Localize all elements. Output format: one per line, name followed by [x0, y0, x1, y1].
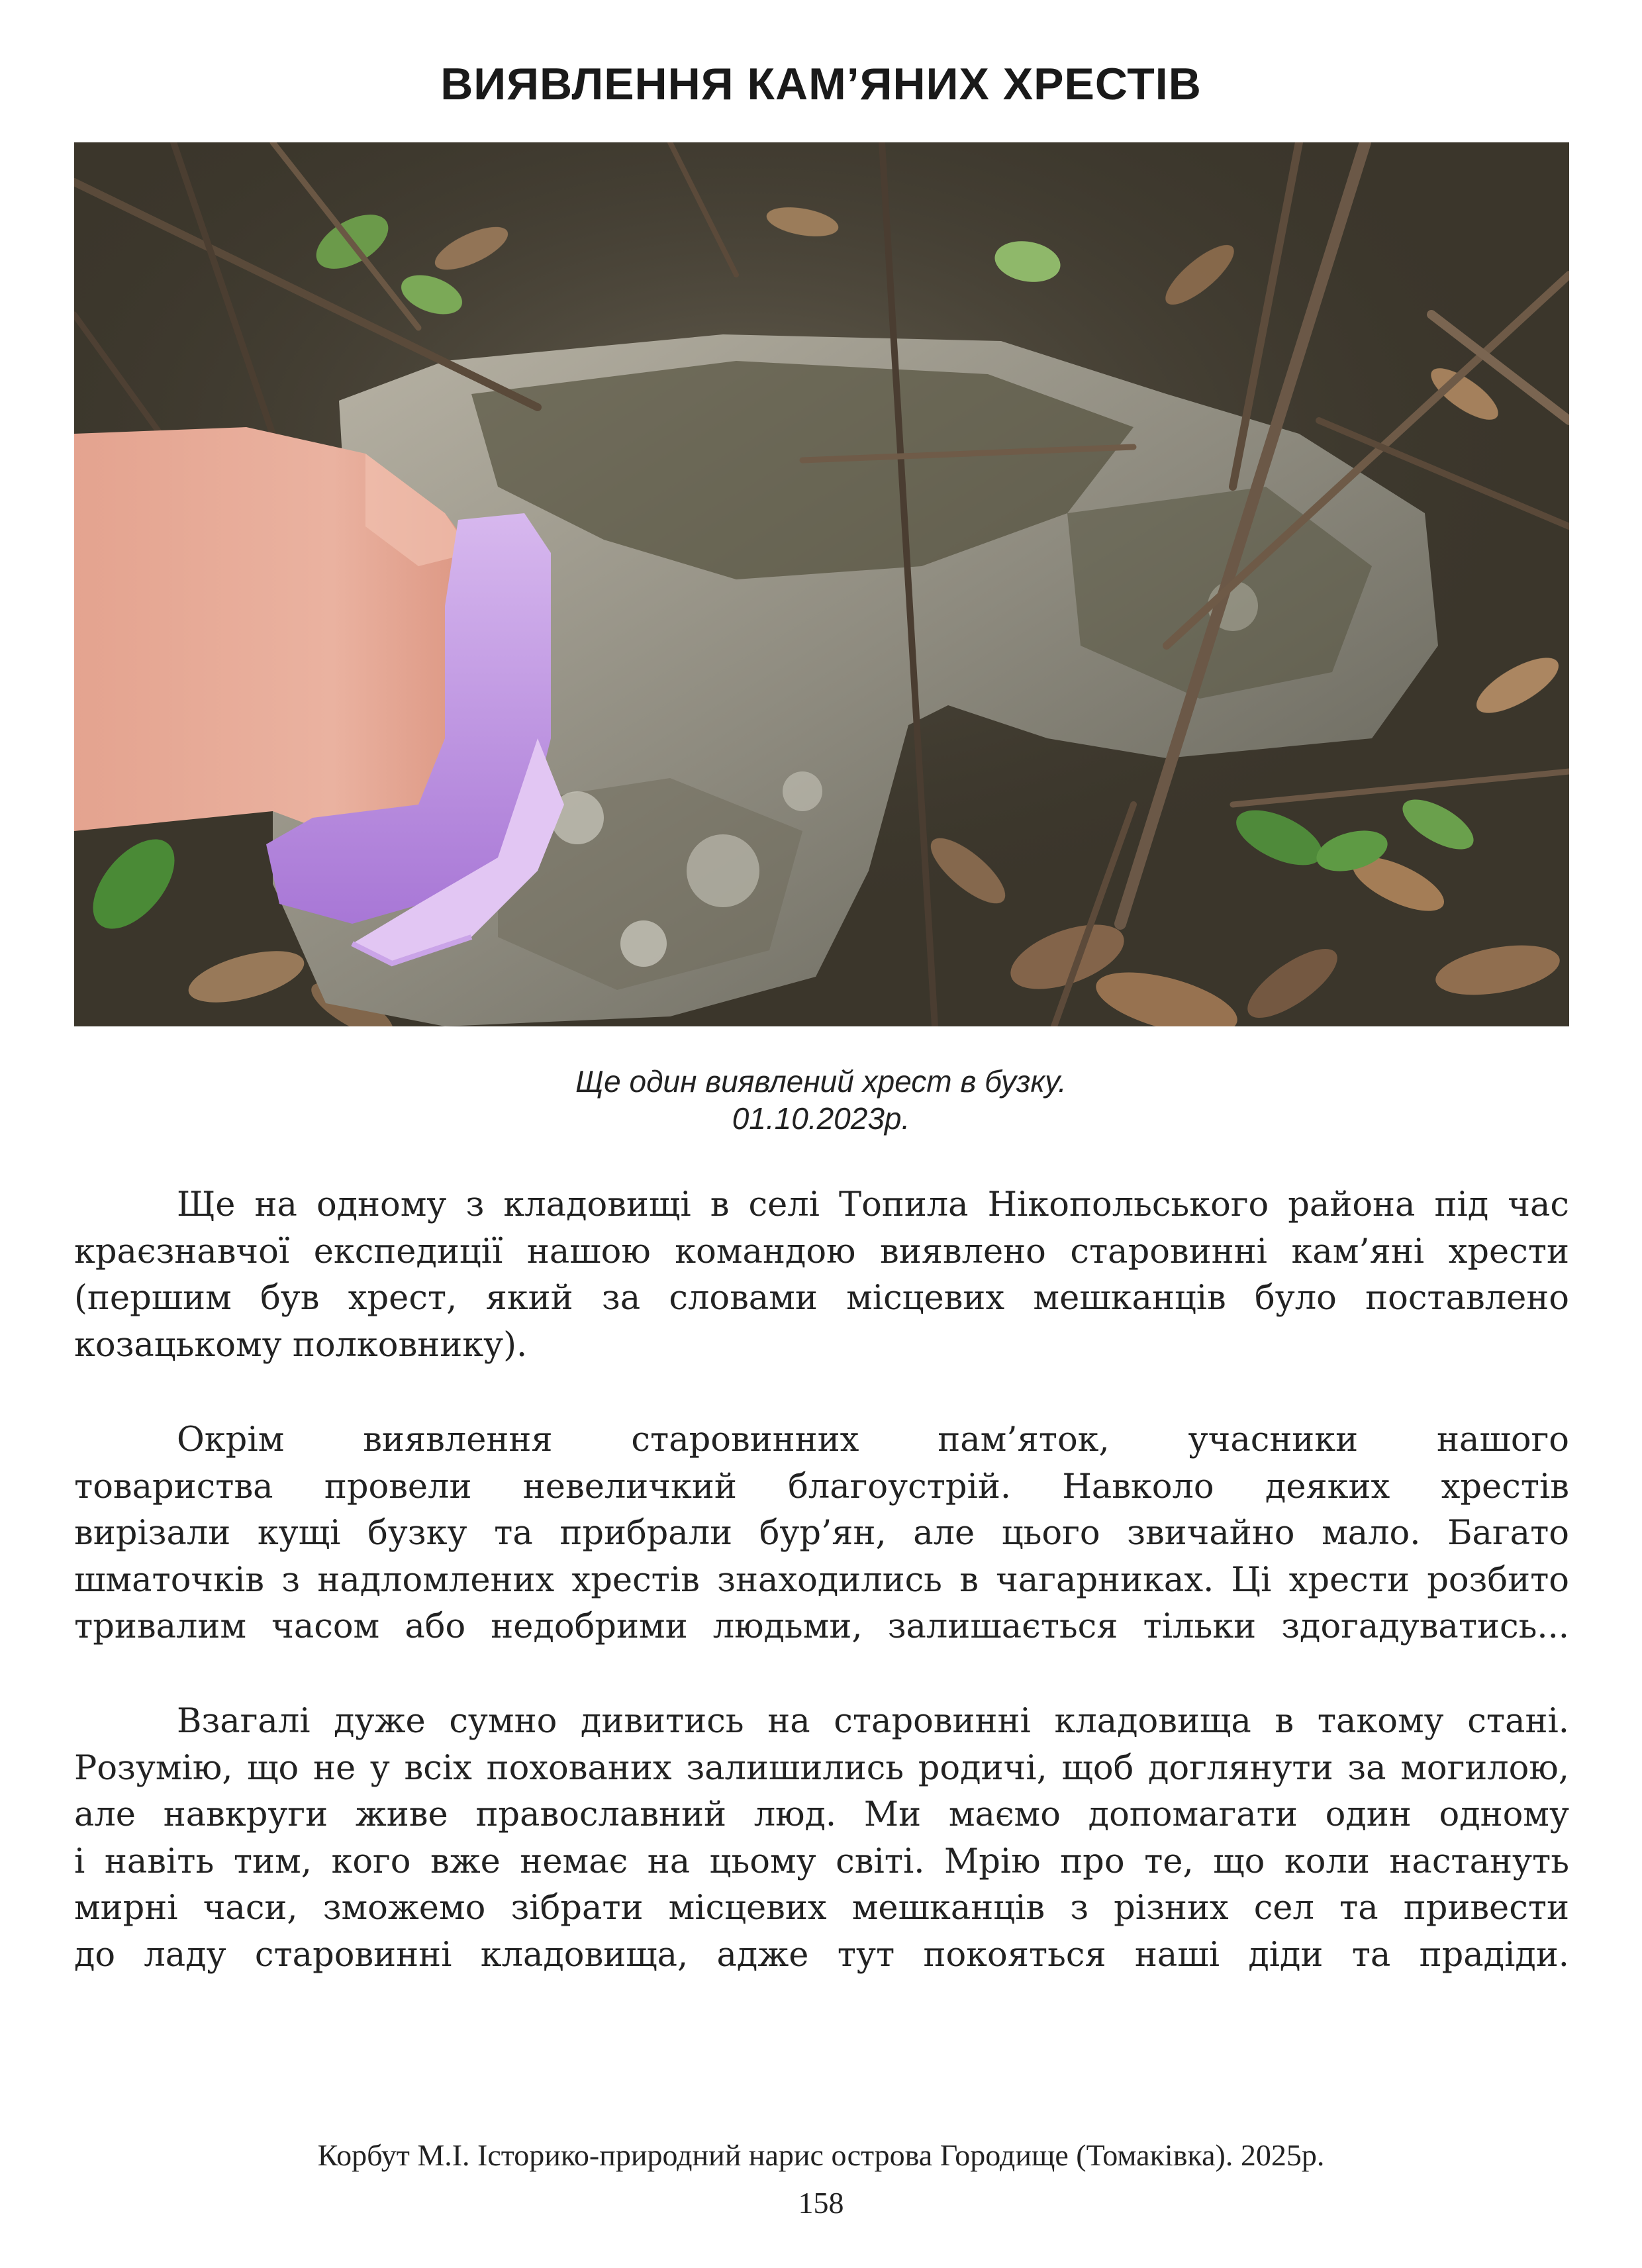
- paragraph-line: Окрім виявлення старовинних пам’яток, учасники нашого: [177, 1420, 1569, 1459]
- paragraph-line: Ще на одному з кладовищі в селі Топила Нікопольського района під час: [177, 1185, 1569, 1224]
- paragraph-line: і навіть тим, кого вже немає на цьому світі. Мрію про те, що коли настануть: [74, 1842, 1569, 1881]
- paragraph-line: шматочків з надломлених хрестів знаходились в чагарниках. Ці хрести розбито: [74, 1560, 1569, 1600]
- paragraph-2: [74, 1417, 1569, 1651]
- paragraph-line: мирні часи, зможемо зібрати місцевих мешканців з різних сел та привести: [74, 1889, 1569, 1928]
- paragraph-3: [74, 1699, 1569, 1979]
- paragraph-line: товариства провели невеличкий благоустрій. Навколо деяких хрестів: [74, 1467, 1569, 1506]
- caption-line-2: 01.10.2023р.: [732, 1101, 910, 1136]
- photo-stone-cross-in-lilac: [74, 142, 1569, 1026]
- page-title: ВИЯВЛЕННЯ КАМ’ЯНИХ ХРЕСТІВ: [440, 59, 1202, 109]
- paragraph-line: (першим був хрест, який за словами місцевих мешканців було поставлено: [74, 1279, 1569, 1318]
- page-footer-citation: Корбут М.І. Історико-природний нарис острова Городище (Томаківка). 2025р.: [317, 2138, 1325, 2172]
- caption-line-1: Ще один виявлений хрест в бузку.: [575, 1064, 1067, 1099]
- paragraph-line: Розумію, що не у всіх похованих залишились родичі, щоб доглянути за могилою,: [74, 1748, 1569, 1788]
- paragraph-line: козацькому полковнику).: [74, 1325, 528, 1365]
- paragraph-line: але навкруги живе православний люд. Ми маємо допомагати один одному: [74, 1795, 1569, 1834]
- paragraph-line: до ладу старовинні кладовища, адже тут покояться наші діди та прадіди.: [74, 1935, 1569, 1975]
- page-number: 158: [798, 2186, 844, 2220]
- photo-illustration: [74, 142, 1569, 1026]
- paragraph-line: краєзнавчої експедиції нашою командою виявлено старовинні кам’яні хрести: [74, 1232, 1569, 1271]
- paragraph-line: Взагалі дуже сумно дивитись на старовинні кладовища в такому стані.: [177, 1702, 1569, 1741]
- paragraph-line: вирізали кущі бузку та прибрали бур’ян, але цього звичайно мало. Багато: [74, 1514, 1569, 1553]
- paragraph-1: [74, 1182, 1569, 1369]
- photo-caption: [0, 1063, 1642, 1137]
- paragraph-line: тривалим часом або недобрими людьми, залишається тільки здогадуватись...: [74, 1607, 1569, 1646]
